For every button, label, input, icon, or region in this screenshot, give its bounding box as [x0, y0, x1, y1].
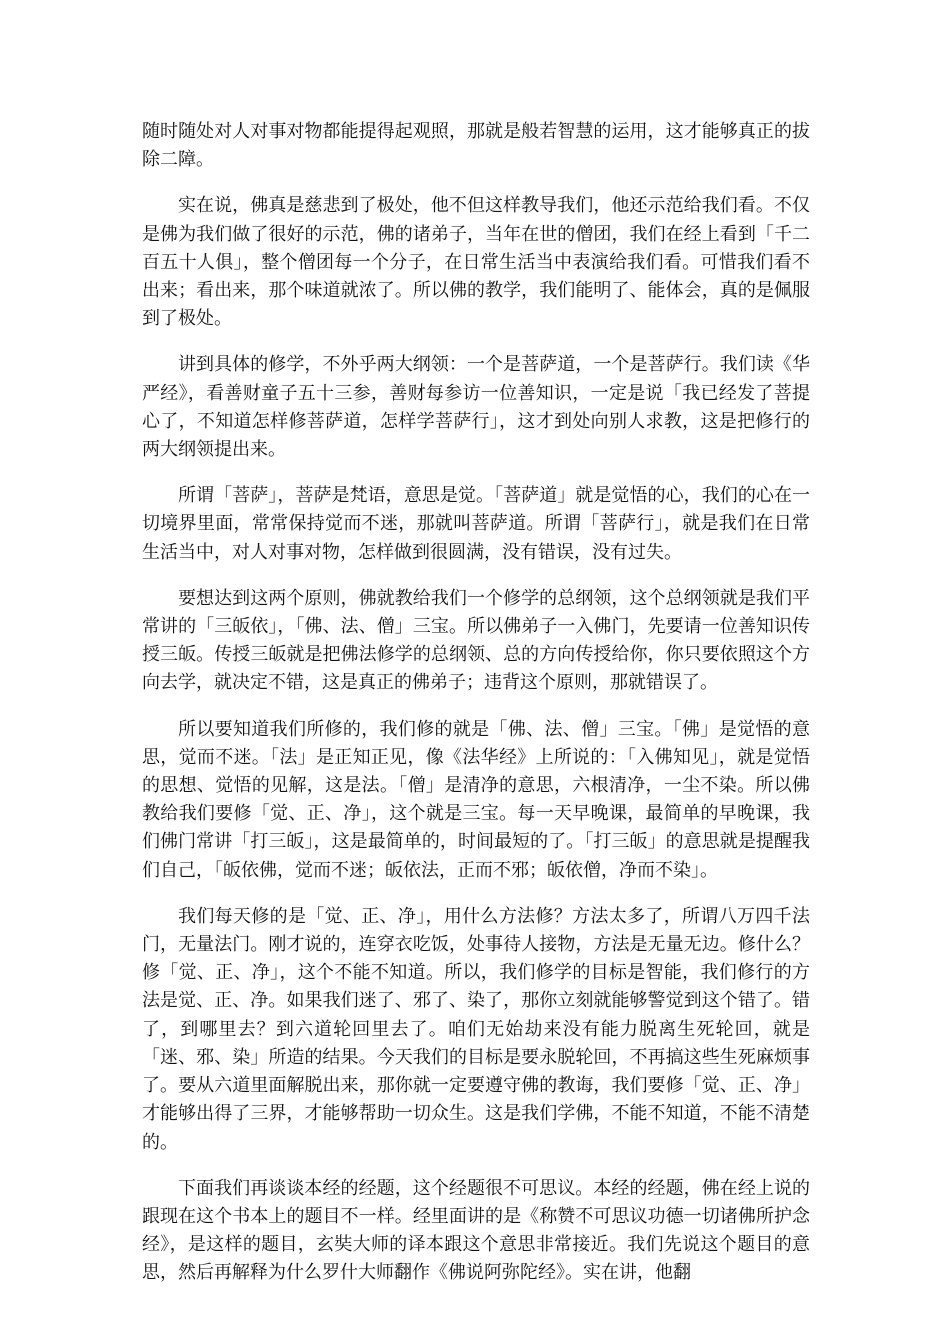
paragraph-5: 要想达到这两个原则，佛就教给我们一个修学的总纲领，这个总纲领就是我们平常讲的「三皈依」，「佛、法、僧」三宝。所以佛弟子一入佛门，先要请一位善知识传授三皈。传授三皈就是把佛法修学的总纲领、总的方向传授给你，你只要依照这个方向去学，就决定不错，这是真正的佛弟子；违背这个原则，那就错误了。 [142, 587, 810, 694]
paragraph-6: 所以要知道我们所修的，我们修的就是「佛、法、僧」三宝。「佛」是觉悟的意思，觉而不迷。「法」是正知正见，像《法华经》上所说的：「入佛知见」，就是觉悟的思想、觉悟的见解，这是法。「僧」是清净的意思，六根清净，一尘不染。所以佛教给我们要修「觉、正、净」，这个就是三宝。每一天早晚课，最简单的早晚课，我们佛门常讲「打三皈」，这是最简单的，时间最短的了。「打三皈」的意思就是提醒我们自己，「皈依佛，觉而不迷；皈依法，正而不邪；皈依僧，净而不染」。 [142, 718, 810, 881]
paragraph-7: 我们每天修的是「觉、正、净」，用什么方法修？方法太多了，所谓八万四千法门，无量法门。刚才说的，连穿衣吃饭，处事待人接物，方法是无量无边。修什么？修「觉、正、净」，这个不能不知道。所以，我们修学的目标是智能，我们修行的方法是觉、正、净。如果我们迷了、邪了、染了，那你立刻就能够警觉到这个错了。错了，到哪里去？到六道轮回里去了。咱们无始劫来没有能力脱离生死轮回，就是「迷、邪、染」所造的结果。今天我们的目标是要永脱轮回，不再搞这些生死麻烦事了。要从六道里面解脱出来，那你就一定要遵守佛的教诲，我们要修「觉、正、净」才能够出得了三界，才能够帮助一切众生。这是我们学佛，不能不知道，不能不清楚的。 [142, 905, 810, 1153]
document-page [142, 118, 810, 1306]
paragraph-2: 实在说，佛真是慈悲到了极处，他不但这样教导我们，他还示范给我们看。不仅是佛为我们做了很好的示范，佛的诸弟子，当年在世的僧团，我们在经上看到「千二百五十人俱」，整个僧团每一个分子，在日常生活当中表演给我们看。可惜我们看不出来；看出来，那个味道就浓了。所以佛的教学，我们能明了、能体会，真的是佩服到了极处。 [142, 195, 810, 330]
paragraph-8: 下面我们再谈谈本经的经题，这个经题很不可思议。本经的经题，佛在经上说的跟现在这个书本上的题目不一样。经里面讲的是《称赞不可思议功德一切诸佛所护念经》，是这样的题目，玄奘大师的译本跟这个意思非常接近。我们先说这个题目的意思，然后再解释为什么罗什大师翻作《佛说阿弥陀经》。实在讲，他翻 [142, 1177, 810, 1284]
paragraph-4: 所谓「菩萨」，菩萨是梵语，意思是觉。「菩萨道」就是觉悟的心，我们的心在一切境界里面，常常保持觉而不迷，那就叫菩萨道。所谓「菩萨行」，就是我们在日常生活当中，对人对事对物，怎样做到很圆满，没有错误，没有过失。 [142, 485, 810, 563]
paragraph-1: 随时随处对人对事对物都能提得起观照，那就是般若智慧的运用，这才能够真正的拔除二障。 [142, 121, 810, 171]
paragraph-3: 讲到具体的修学，不外乎两大纲领：一个是菩萨道，一个是菩萨行。我们读《华严经》，看善财童子五十三参，善财每参访一位善知识，一定是说「我已经发了菩提心了，不知道怎样修菩萨道，怎样学菩萨行」，这才到处向别人求教，这是把修行的两大纲领提出来。 [142, 354, 810, 461]
